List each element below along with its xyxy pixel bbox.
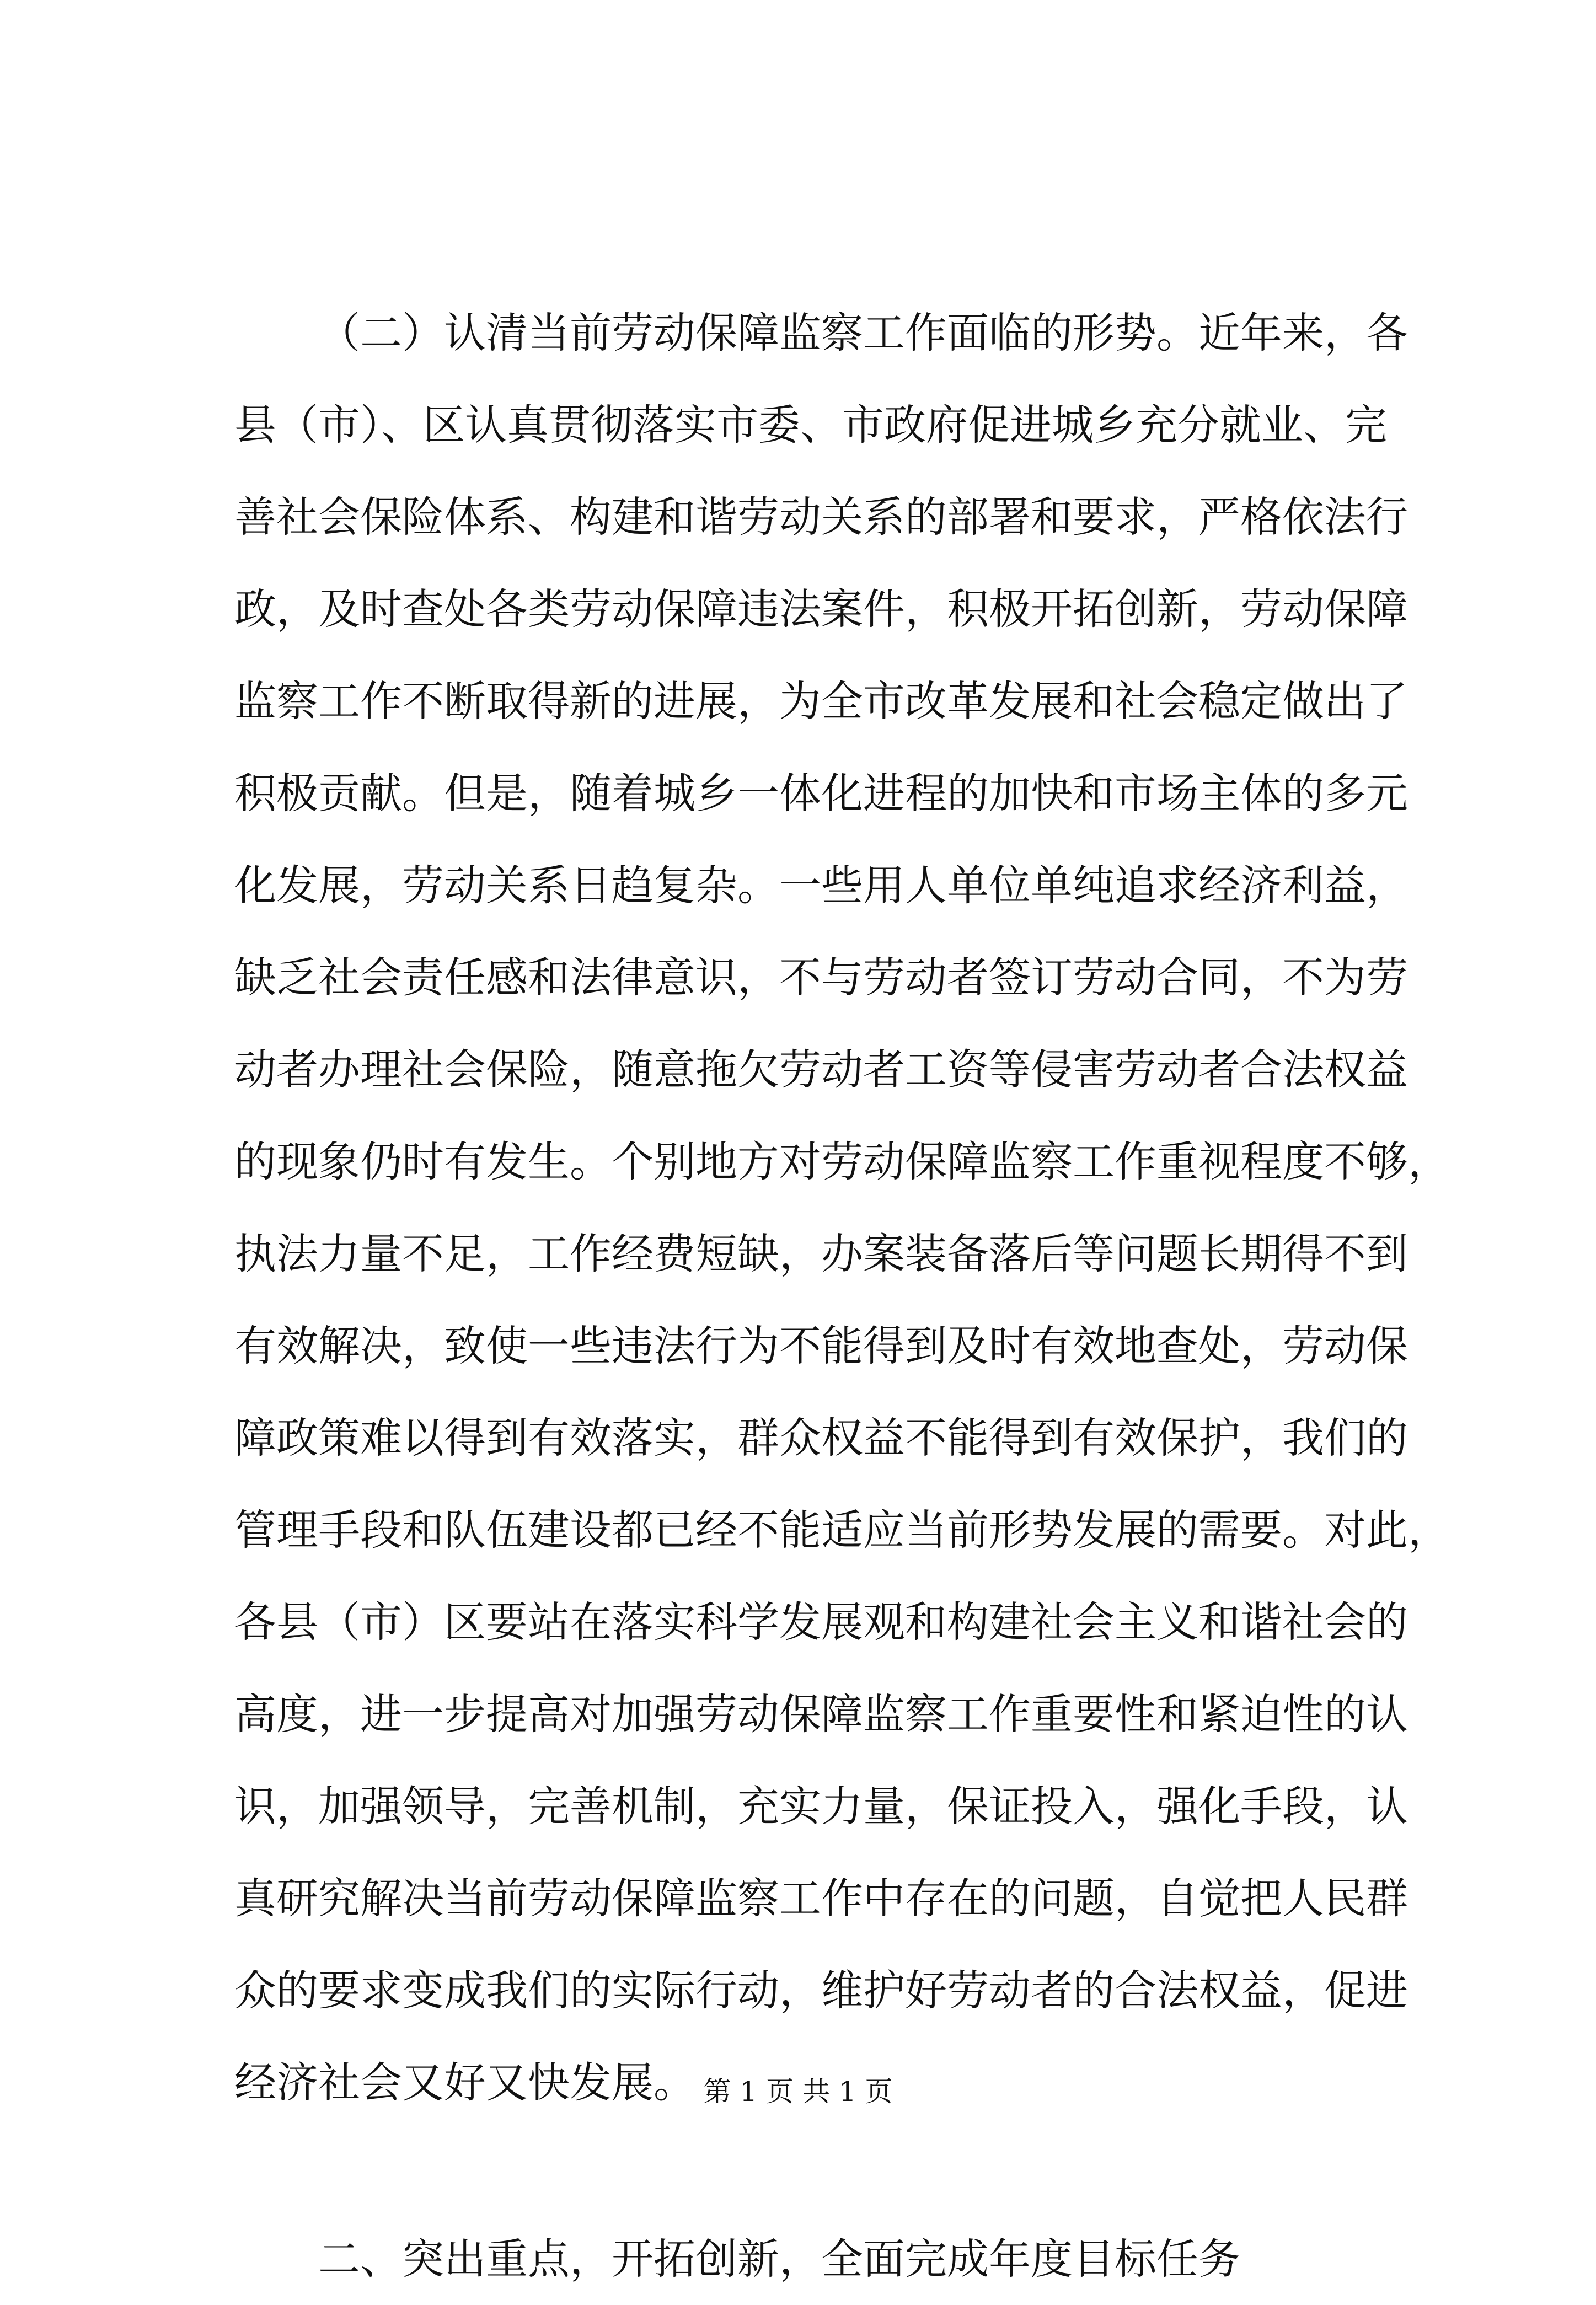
- text-line: 真研究解决当前劳动保障监察工作中存在的问题，自觉把人民群: [234, 1874, 1408, 1923]
- text-line: 缺乏社会责任感和法律意识，不与劳动者签订劳动合同，不为劳: [234, 953, 1408, 1002]
- text-line: 识，加强领导，完善机制，充实力量，保证投入，强化手段，认: [234, 1782, 1408, 1831]
- text-line: 管理手段和队伍建设都已经不能适应当前形势发展的需要。对此，: [234, 1505, 1450, 1554]
- text-line: 执法力量不足，工作经费短缺，办案装备落后等问题长期得不到: [234, 1229, 1408, 1278]
- text-line: （二）认清当前劳动保障监察工作面临的形势。近年来，各: [318, 308, 1408, 357]
- text-line: 众的要求变成我们的实际行动，维护好劳动者的合法权益，促进: [234, 1966, 1408, 2015]
- text-line: 各县（市）区要站在落实科学发展观和构建社会主义和谐社会的: [234, 1598, 1408, 1647]
- text-line: 经济社会又好又快发展。: [234, 2058, 695, 2107]
- text-line: 化发展，劳动关系日趋复杂。一些用人单位单纯追求经济利益，: [234, 861, 1408, 910]
- document-body: [234, 287, 1450, 2305]
- page-number-footer: 第 1 页 共 1 页: [703, 2076, 893, 2108]
- text-line: 障政策难以得到有效落实，群众权益不能得到有效保护，我们的: [234, 1413, 1408, 1462]
- text-line: 动者办理社会保险，随意拖欠劳动者工资等侵害劳动者合法权益: [234, 1045, 1408, 1094]
- text-line: 政，及时查处各类劳动保障违法案件，积极开拓创新，劳动保障: [234, 585, 1408, 634]
- text-line: 县（市）、区认真贯彻落实市委、市政府促进城乡充分就业、完: [234, 400, 1387, 449]
- text-line: 有效解决，致使一些违法行为不能得到及时有效地查处，劳动保: [234, 1321, 1408, 1370]
- text-line: 善社会保险体系、构建和谐劳动关系的部署和要求，严格依法行: [234, 492, 1408, 542]
- text-line: 积极贡献。但是，随着城乡一体化进程的加快和市场主体的多元: [234, 769, 1408, 818]
- paragraph-situation: [234, 287, 1450, 2129]
- text-line: 的现象仍时有发生。个别地方对劳动保障监察工作重视程度不够，: [234, 1137, 1450, 1186]
- text-line: 监察工作不断取得新的进展，为全市改革发展和社会稳定做出了: [234, 677, 1408, 726]
- section-heading: 二、突出重点，开拓创新，全面完成年度目标任务: [318, 2234, 1240, 2283]
- text-line: 高度，进一步提高对加强劳动保障监察工作重要性和紧迫性的认: [234, 1690, 1408, 1739]
- paragraph-spacer: [234, 2129, 1370, 2213]
